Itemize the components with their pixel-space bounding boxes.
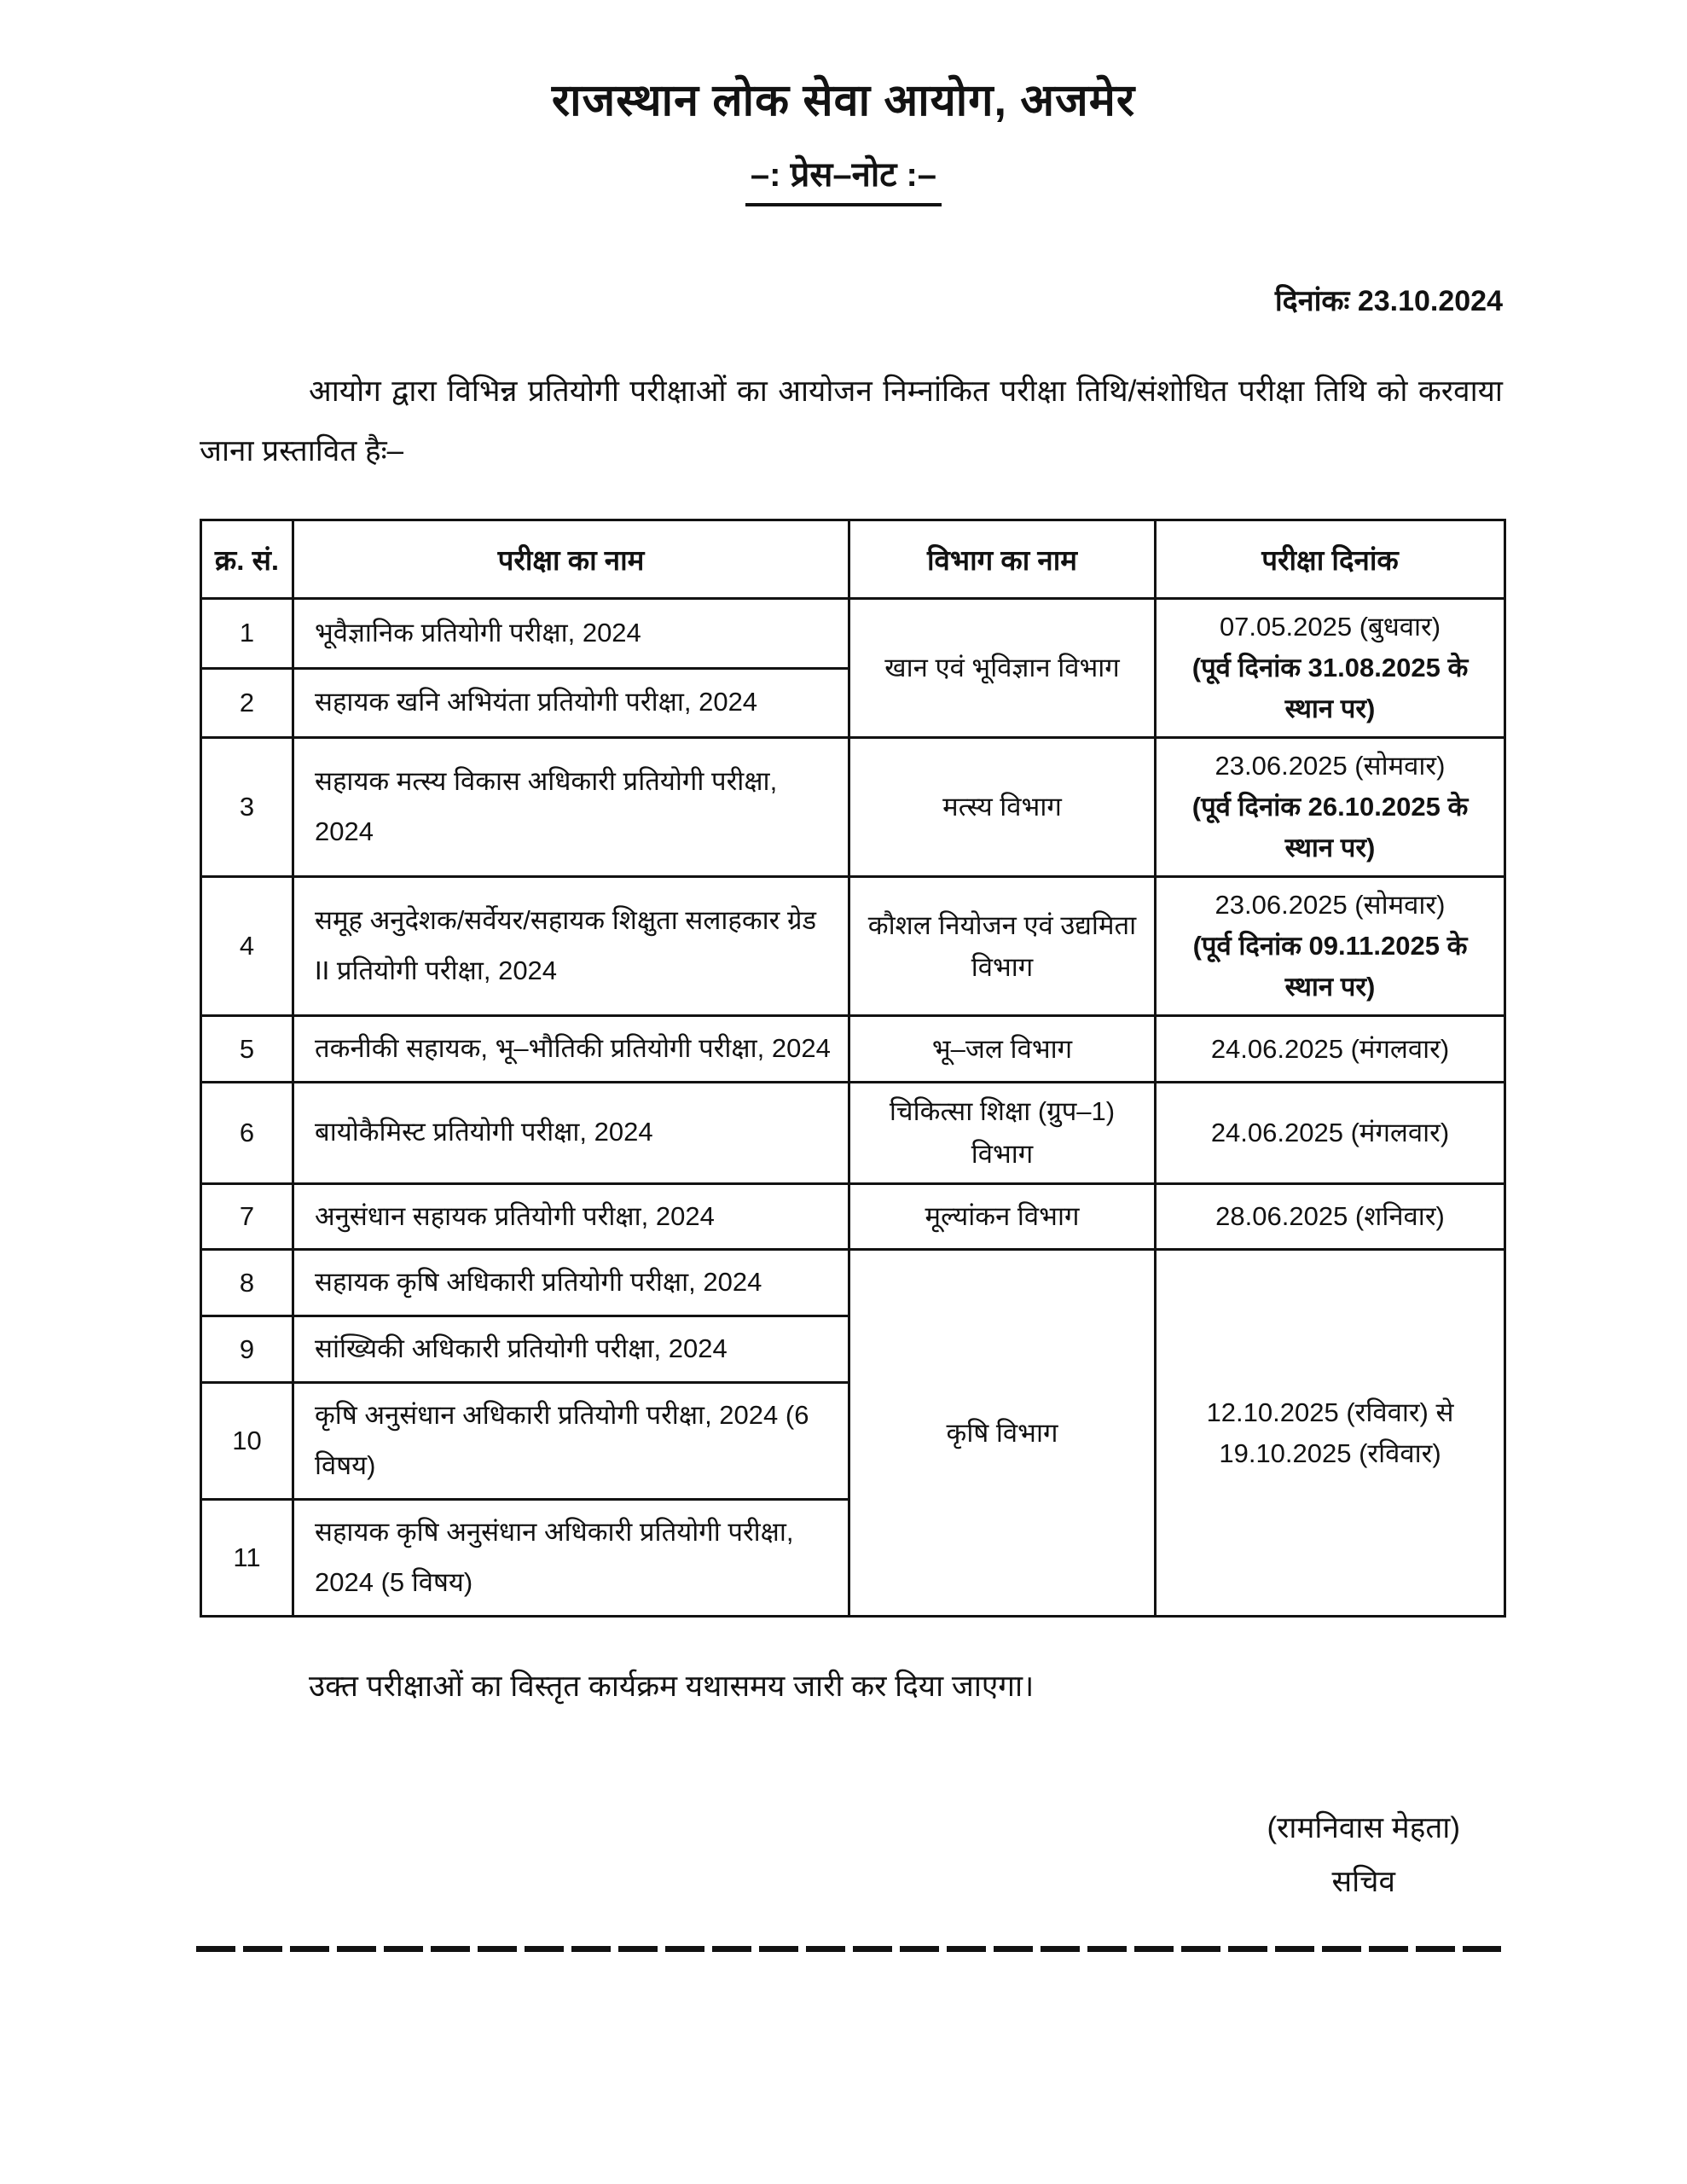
serial-cell: 9 bbox=[201, 1316, 293, 1383]
exam-date-cell bbox=[1156, 599, 1505, 738]
page-title: राजस्थान लोक सेवा आयोग, अजमेर bbox=[551, 76, 1136, 125]
signature-block bbox=[1267, 1801, 1460, 1908]
date-line bbox=[0, 280, 1503, 319]
exam-date-range-start: 12.10.2025 (रविवार) से bbox=[1206, 1397, 1454, 1427]
department-cell: कृषि विभाग bbox=[849, 1250, 1156, 1616]
exam-date-main: 23.06.2025 (सोमवार) bbox=[1215, 890, 1446, 921]
serial-cell: 6 bbox=[201, 1083, 293, 1183]
serial-cell: 8 bbox=[201, 1250, 293, 1316]
table-row bbox=[201, 877, 1505, 1016]
col-header-department: विभाग का नाम bbox=[849, 520, 1156, 599]
serial-cell: 5 bbox=[201, 1016, 293, 1083]
exam-date-main: 28.06.2025 (शनिवार) bbox=[1215, 1200, 1445, 1231]
serial-cell: 4 bbox=[201, 877, 293, 1016]
table-row bbox=[201, 738, 1505, 877]
exam-schedule-table bbox=[200, 519, 1506, 1618]
table-row bbox=[201, 599, 1505, 669]
serial-cell: 3 bbox=[201, 738, 293, 877]
exam-name-cell: सहायक कृषि अनुसंधान अधिकारी प्रतियोगी परीक्षा, 2024 (5 विषय) bbox=[293, 1499, 849, 1616]
table-header-row bbox=[201, 520, 1505, 599]
date-label: दिनांकः bbox=[1274, 285, 1350, 317]
exam-date-cell bbox=[1156, 738, 1505, 877]
exam-date-cell bbox=[1156, 1083, 1505, 1183]
exam-name-cell: सहायक कृषि अधिकारी प्रतियोगी परीक्षा, 2024 bbox=[293, 1250, 849, 1316]
exam-date-range-end: 19.10.2025 (रविवार) bbox=[1219, 1438, 1441, 1468]
serial-cell: 10 bbox=[201, 1383, 293, 1500]
exam-date-main: 23.06.2025 (सोमवार) bbox=[1215, 751, 1446, 781]
exam-name-cell: बायोकैमिस्ट प्रतियोगी परीक्षा, 2024 bbox=[293, 1083, 849, 1183]
exam-name-cell: तकनीकी सहायक, भू–भौतिकी प्रतियोगी परीक्षा, 2024 bbox=[293, 1016, 849, 1083]
table-row bbox=[201, 1083, 1505, 1183]
exam-name-cell: अनुसंधान सहायक प्रतियोगी परीक्षा, 2024 bbox=[293, 1183, 849, 1250]
intro-paragraph: आयोग द्वारा विभिन्न प्रतियोगी परीक्षाओं का आयोजन निम्नांकित परीक्षा तिथि/संशोधित परीक्षा तिथि को करवाया जाना प्रस्तावित हैः– bbox=[200, 375, 1503, 468]
signatory-title: सचिव bbox=[1331, 1864, 1395, 1898]
serial-cell: 1 bbox=[201, 599, 293, 669]
exam-date-cell bbox=[1156, 1183, 1505, 1250]
separator-line bbox=[196, 1946, 1501, 1952]
exam-name-cell: भूवैज्ञानिक प्रतियोगी परीक्षा, 2024 bbox=[293, 599, 849, 669]
exam-name-cell: सहायक मत्स्य विकास अधिकारी प्रतियोगी परीक्षा, 2024 bbox=[293, 738, 849, 877]
exam-date-cell bbox=[1156, 1016, 1505, 1083]
exam-date-revision-note: (पूर्व दिनांक 09.11.2025 के स्थान पर) bbox=[1192, 931, 1468, 1002]
exam-date-revision-note: (पूर्व दिनांक 26.10.2025 के स्थान पर) bbox=[1191, 792, 1469, 863]
exam-date-main: 07.05.2025 (बुधवार) bbox=[1219, 612, 1441, 642]
page-subtitle: –: प्रेस–नोट :– bbox=[745, 149, 942, 206]
table-row bbox=[201, 1183, 1505, 1250]
serial-cell: 2 bbox=[201, 668, 293, 738]
exam-date-main: 24.06.2025 (मंगलवार) bbox=[1210, 1033, 1450, 1064]
department-cell: मत्स्य विभाग bbox=[849, 738, 1156, 877]
exam-name-cell: समूह अनुदेशक/सर्वेयर/सहायक शिक्षुता सलाहकार ग्रेड II प्रतियोगी परीक्षा, 2024 bbox=[293, 877, 849, 1016]
department-cell: कौशल नियोजन एवं उद्यमिता विभाग bbox=[849, 877, 1156, 1016]
exam-date-revision-note: (पूर्व दिनांक 31.08.2025 के स्थान पर) bbox=[1191, 653, 1469, 724]
signatory-name: (रामनिवास मेहता) bbox=[1267, 1810, 1460, 1844]
table-row bbox=[201, 1016, 1505, 1083]
serial-cell: 7 bbox=[201, 1183, 293, 1250]
subtitle-row bbox=[0, 149, 1687, 206]
exam-name-cell: कृषि अनुसंधान अधिकारी प्रतियोगी परीक्षा, 2024 (6 विषय) bbox=[293, 1383, 849, 1500]
table-row bbox=[201, 1250, 1505, 1316]
exam-name-cell: सहायक खनि अभियंता प्रतियोगी परीक्षा, 2024 bbox=[293, 668, 849, 738]
col-header-exam-name: परीक्षा का नाम bbox=[293, 520, 849, 599]
department-cell: खान एवं भूविज्ञान विभाग bbox=[849, 599, 1156, 738]
exam-date-cell bbox=[1156, 1250, 1505, 1616]
department-cell: भू–जल विभाग bbox=[849, 1016, 1156, 1083]
date-value: 23.10.2024 bbox=[1357, 285, 1503, 317]
exam-date-main: 24.06.2025 (मंगलवार) bbox=[1210, 1117, 1450, 1147]
exam-date-cell bbox=[1156, 877, 1505, 1016]
department-cell: मूल्यांकन विभाग bbox=[849, 1183, 1156, 1250]
department-cell: चिकित्सा शिक्षा (ग्रुप–1) विभाग bbox=[849, 1083, 1156, 1183]
serial-cell: 11 bbox=[201, 1499, 293, 1616]
closing-paragraph: उक्त परीक्षाओं का विस्तृत कार्यक्रम यथासमय जारी कर दिया जाएगा। bbox=[309, 1669, 1035, 1703]
col-header-exam-date: परीक्षा दिनांक bbox=[1156, 520, 1505, 599]
col-header-serial: क्र. सं. bbox=[201, 520, 293, 599]
exam-name-cell: सांख्यिकी अधिकारी प्रतियोगी परीक्षा, 2024 bbox=[293, 1316, 849, 1383]
